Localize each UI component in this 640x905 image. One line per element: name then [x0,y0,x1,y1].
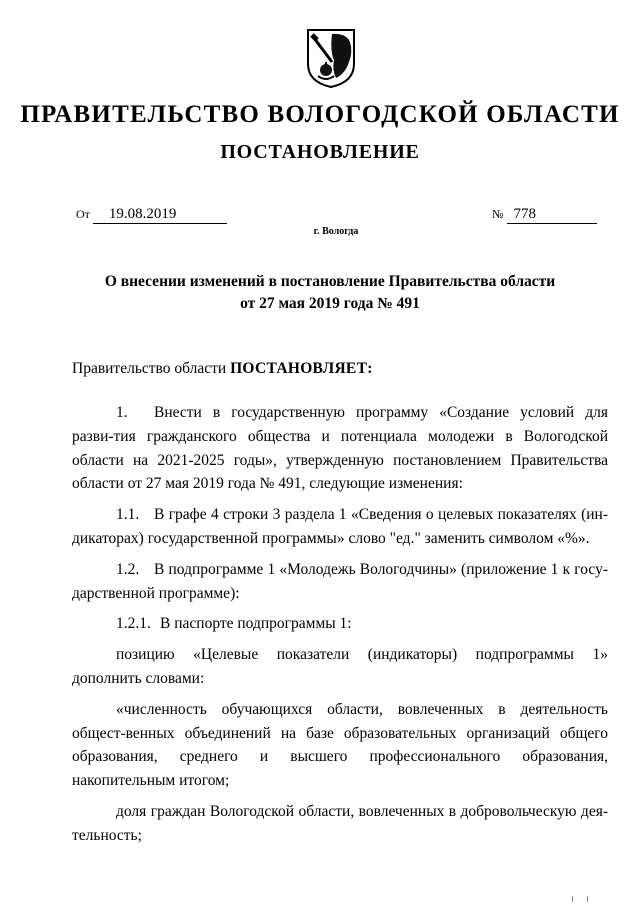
number-prefix: № [492,207,504,221]
paragraph-text: В графе 4 строки 3 раздела 1 «Сведения о целевых показателях (ин-дикаторах) государственной программы» слово "ед." заменить символом «%». [72,506,608,547]
paragraph-quote-1 [72,698,608,793]
vologda-coat-of-arms-icon [302,24,360,90]
paragraph-quote-2 [72,800,608,848]
preamble [72,357,608,381]
paragraph-text: позицию «Целевые показатели (индикаторы) подпрограммы 1» дополнить словами: [72,646,608,687]
paragraph-text: В подпрограмме 1 «Молодежь Вологодчины» (приложение 1 к госу-дарственной программе): [72,560,608,602]
preamble-bold: ПОСТАНОВЛЯЕТ: [230,360,373,377]
paragraph-1 [72,401,608,496]
paragraph-1-2 [72,558,608,606]
city-label: г. Вологда [313,226,359,237]
subject-line-2: от 27 мая 2019 года № 491 [240,295,420,312]
document-body [72,401,608,848]
paragraph-text: «численность обучающихся области, вовлеченных в деятельность общест-венных объединений на базе образовательных организаций общего образования, среднего и высшего профессионального образования, накопительным итогом; [72,700,608,790]
paragraph-1-1 [72,503,608,551]
paragraph-text: В паспорте подпрограммы 1: [160,615,352,633]
paragraph-number: 1.2. [116,560,140,578]
document-number [492,206,597,224]
document-date [76,206,227,224]
page-edge-mark [572,896,588,902]
number-value: 778 [507,206,597,224]
government-name: ПРАВИТЕЛЬСТВО ВОЛОГОДСКОЙ ОБЛАСТИ [20,101,620,128]
date-prefix: От [76,207,90,221]
document-type: ПОСТАНОВЛЕНИЕ [220,141,420,163]
paragraph-text: Внести в государственную программу «Создание условий для разви-тия гражданского общества и потенциала молодежи в Вологодской области на 2021-2025 годы», утвержденную постановлением Правительства области от 27 мая 2019 года № 491, следующие изменения: [72,404,608,493]
paragraph-number: 1.1. [116,506,140,524]
paragraph-position [72,643,608,691]
date-value: 19.08.2019 [93,206,227,224]
document-subject [100,271,560,315]
paragraph-number: 1. [116,404,128,421]
preamble-text: Правительство области [72,360,231,377]
paragraph-text: доля граждан Вологодской области, вовлеченных в добровольческую дея-тельность; [72,802,608,844]
paragraph-1-2-1 [72,612,608,636]
subject-line-1: О внесении изменений в постановление Правительства области [104,273,556,290]
paragraph-number: 1.2.1. [116,615,151,633]
